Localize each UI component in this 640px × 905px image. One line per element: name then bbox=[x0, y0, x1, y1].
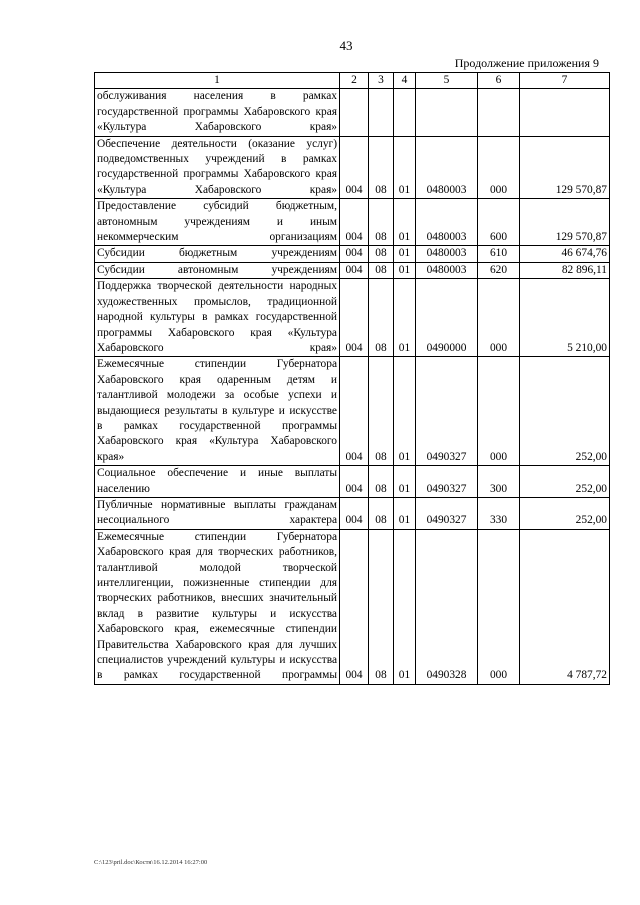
row-amount: 5 210,00 bbox=[520, 279, 610, 357]
header-col-6: 6 bbox=[478, 73, 520, 89]
row-col-6 bbox=[478, 89, 520, 136]
header-col-7: 7 bbox=[520, 73, 610, 89]
row-col-3: 08 bbox=[369, 497, 394, 529]
table-row bbox=[95, 246, 610, 262]
table-header-row bbox=[95, 73, 610, 89]
table-row bbox=[95, 199, 610, 246]
row-col-6: 000 bbox=[478, 357, 520, 466]
row-col-2: 004 bbox=[340, 262, 369, 278]
row-col-6: 620 bbox=[478, 262, 520, 278]
row-col-6: 000 bbox=[478, 279, 520, 357]
continuation-label: Продолжение приложения 9 bbox=[454, 56, 599, 70]
row-col-4: 01 bbox=[394, 497, 416, 529]
table-row bbox=[95, 262, 610, 278]
row-col-6: 000 bbox=[478, 529, 520, 684]
row-col-3: 08 bbox=[369, 529, 394, 684]
row-col-4: 01 bbox=[394, 199, 416, 246]
row-amount bbox=[520, 89, 610, 136]
row-amount: 4 787,72 bbox=[520, 529, 610, 684]
row-col-2: 004 bbox=[340, 136, 369, 199]
row-amount: 252,00 bbox=[520, 357, 610, 466]
row-col-6: 000 bbox=[478, 136, 520, 199]
table-row bbox=[95, 529, 610, 684]
row-amount: 82 896,11 bbox=[520, 262, 610, 278]
row-col-6: 600 bbox=[478, 199, 520, 246]
row-amount: 252,00 bbox=[520, 466, 610, 498]
row-col-3: 08 bbox=[369, 357, 394, 466]
row-name: Поддержка творческой деятельности народных художественных промыслов, традиционной народной культуры в рамках государственной программы Хабаровского края «Культура Хабаровского края» bbox=[95, 279, 340, 357]
row-name: Ежемесячные стипендии Губернатора Хабаровского края для творческих работников, талантливой молодой творческой интеллигенции, пожизненные стипендии для творческих работников, внесших значительный вклад в развитие культуры и искусства Хабаровского края, ежемесячные стипендии Правительства Хабаровского края для лучших специалистов учреждений культуры и искусства в рамках государственной программы bbox=[95, 529, 340, 684]
header-col-4: 4 bbox=[394, 73, 416, 89]
row-col-2: 004 bbox=[340, 246, 369, 262]
row-name: Социальное обеспечение и иные выплаты населению bbox=[95, 466, 340, 498]
table-row bbox=[95, 497, 610, 529]
row-col-5: 0480003 bbox=[416, 262, 478, 278]
row-amount: 46 674,76 bbox=[520, 246, 610, 262]
row-col-5: 0490327 bbox=[416, 466, 478, 498]
row-col-3: 08 bbox=[369, 246, 394, 262]
row-name: Ежемесячные стипендии Губернатора Хабаровского края одаренным детям и талантливой молодежи за особые успехи и выдающиеся результаты в культуре и искусстве в рамках государственной программы Хабаровского края «Культура Хабаровского края» bbox=[95, 357, 340, 466]
row-col-6: 610 bbox=[478, 246, 520, 262]
row-col-4: 01 bbox=[394, 262, 416, 278]
row-col-5: 0480003 bbox=[416, 199, 478, 246]
row-col-6: 330 bbox=[478, 497, 520, 529]
row-col-3: 08 bbox=[369, 199, 394, 246]
row-col-2: 004 bbox=[340, 497, 369, 529]
row-col-4: 01 bbox=[394, 136, 416, 199]
row-amount: 252,00 bbox=[520, 497, 610, 529]
row-col-6: 300 bbox=[478, 466, 520, 498]
row-col-3: 08 bbox=[369, 279, 394, 357]
row-col-5: 0490327 bbox=[416, 357, 478, 466]
row-name: Субсидии автономным учреждениям bbox=[95, 262, 340, 278]
footer-file-path: C:\123\pril.doc\Костя\16.12.2014 16:27:00 bbox=[94, 859, 208, 866]
table-row bbox=[95, 279, 610, 357]
row-name: Предоставление субсидий бюджетным, автономным учреждениям и иным некоммерческим организациям bbox=[95, 199, 340, 246]
row-col-2: 004 bbox=[340, 529, 369, 684]
row-name: Обеспечение деятельности (оказание услуг) подведомственных учреждений в рамках государственной программы Хабаровского края «Культура Хабаровского края» bbox=[95, 136, 340, 199]
budget-table bbox=[94, 72, 610, 685]
row-name: Публичные нормативные выплаты гражданам несоциального характера bbox=[95, 497, 340, 529]
row-amount: 129 570,87 bbox=[520, 136, 610, 199]
header-col-5: 5 bbox=[416, 73, 478, 89]
table-row bbox=[95, 136, 610, 199]
row-col-5: 0490327 bbox=[416, 497, 478, 529]
row-col-5: 0490328 bbox=[416, 529, 478, 684]
row-col-4: 01 bbox=[394, 279, 416, 357]
row-col-4 bbox=[394, 89, 416, 136]
row-col-2 bbox=[340, 89, 369, 136]
table-row bbox=[95, 357, 610, 466]
row-col-3: 08 bbox=[369, 262, 394, 278]
header-col-1: 1 bbox=[95, 73, 340, 89]
page-number: 43 bbox=[339, 38, 353, 53]
row-col-3 bbox=[369, 89, 394, 136]
row-col-5 bbox=[416, 89, 478, 136]
row-amount: 129 570,87 bbox=[520, 199, 610, 246]
header-col-2: 2 bbox=[340, 73, 369, 89]
row-col-2: 004 bbox=[340, 466, 369, 498]
row-name: обслуживания населения в рамках государственной программы Хабаровского края «Культура Хабаровского края» bbox=[95, 89, 340, 136]
row-col-2: 004 bbox=[340, 357, 369, 466]
table-row bbox=[95, 89, 610, 136]
row-col-4: 01 bbox=[394, 357, 416, 466]
row-col-2: 004 bbox=[340, 279, 369, 357]
row-name: Субсидии бюджетным учреждениям bbox=[95, 246, 340, 262]
row-col-4: 01 bbox=[394, 246, 416, 262]
row-col-5: 0490000 bbox=[416, 279, 478, 357]
row-col-2: 004 bbox=[340, 199, 369, 246]
row-col-5: 0480003 bbox=[416, 136, 478, 199]
row-col-3: 08 bbox=[369, 136, 394, 199]
row-col-3: 08 bbox=[369, 466, 394, 498]
table-row bbox=[95, 466, 610, 498]
row-col-4: 01 bbox=[394, 466, 416, 498]
row-col-5: 0480003 bbox=[416, 246, 478, 262]
header-col-3: 3 bbox=[369, 73, 394, 89]
row-col-4: 01 bbox=[394, 529, 416, 684]
